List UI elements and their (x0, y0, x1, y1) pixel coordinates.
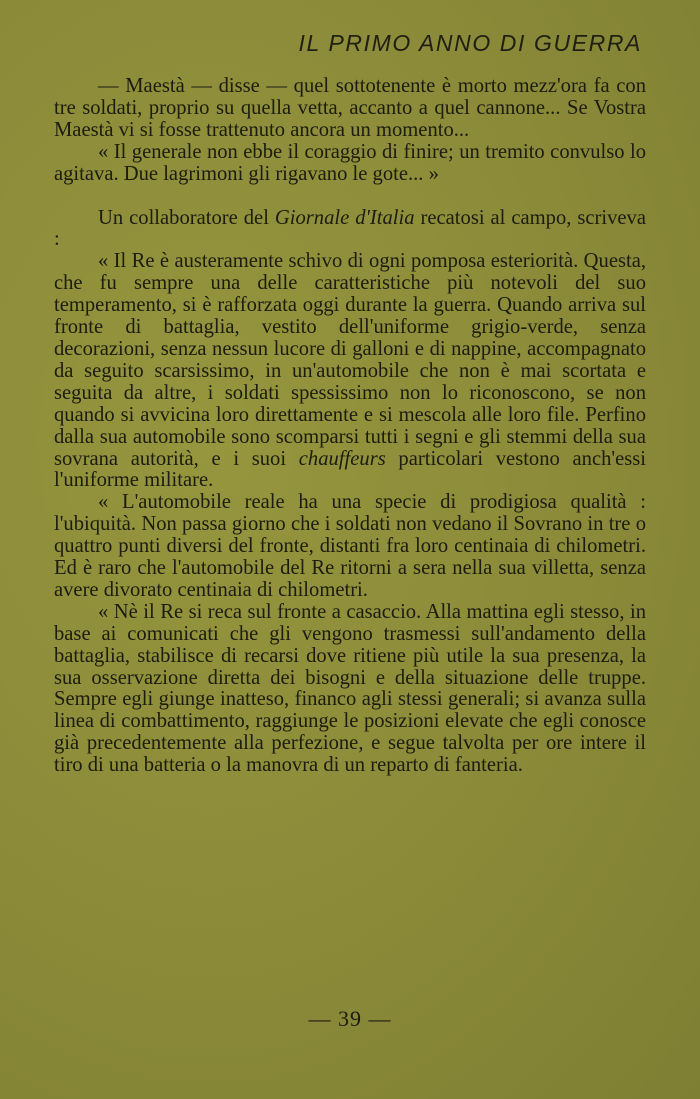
running-title: IL PRIMO ANNO DI GUERRA (298, 30, 642, 56)
paragraph-text: particolari vestono anch'essi l'uniforme militare. (54, 447, 646, 492)
paragraph-text: recatosi al campo, scriveva : (54, 206, 646, 251)
italic-term: chauffeurs (298, 447, 386, 470)
paragraph: « L'automobile reale ha una specie di prodigiosa qualità : l'ubiquità. Non passa giorno che i soldati non vedano il Sovrano in tre o quattro punti diversi del fronte, distanti fra loro centinaia di chilometri. Ed è raro che l'automobile del Re ritorni a sera nella sua villetta, senza avere divorato centinaia di chilometri. (54, 491, 646, 601)
paragraph (54, 208, 646, 252)
paragraph: — Maestà — disse — quel sottotenente è morto mezz'ora fa con tre soldati, proprio su quella vetta, accanto a quel cannone... Se Vostra Maestà vi si fosse trattenuto ancora un momento... (54, 75, 646, 141)
body-text (54, 76, 646, 777)
paragraph (54, 251, 646, 492)
page-number: — 39 — (308, 1006, 392, 1031)
paragraph-text: Un collaboratore del (98, 206, 275, 229)
paragraph-text: « Il Re è austeramente schivo di ogni pomposa esteriorità. Questa, che fu sempre una delle caratteristiche più notevoli del suo temperamento, si è rafforzata oggi durante la guerra. Quando arriva sul fronte di battaglia, vestito dell'uniforme grigio-verde, senza decorazioni, senza nessun lucore di galloni e di nappine, accompagnato da seguito scarsissimo, in un'automobile che non è mai scortata e seguita da altre, i soldati spessissimo non lo riconoscono, se non quando si avvicina loro direttamente e si mescola alle loro file. Perfino dalla sua automobile sono scomparsi tutti i segni e gli stemmi della sua sovrana autorità, e i suoi (54, 250, 646, 470)
paragraph: « Nè il Re si reca sul fronte a casaccio. Alla mattina egli stesso, in base ai comunicati che gli vengono trasmessi sull'andamento della battaglia, stabilisce di recarsi dove ritiene più utile la sua presenza, la sua osservazione diretta dei bisogni e della situazione delle truppe. Sempre egli giunge inatteso, financo agli stessi generali; si avanza sulla linea di combattimento, raggiunge le posizioni elevate che egli conosce già precedentemente alla perfezione, e segue talvolta per ore intere il tiro di una batteria o la manovra di un reparto di fanteria. (54, 600, 646, 777)
paragraph: « Il generale non ebbe il coraggio di finire; un tremito convulso lo agitava. Due lagrimoni gli rigavano le gote... » (54, 140, 646, 185)
newspaper-title: Giornale d'Italia (274, 206, 415, 229)
